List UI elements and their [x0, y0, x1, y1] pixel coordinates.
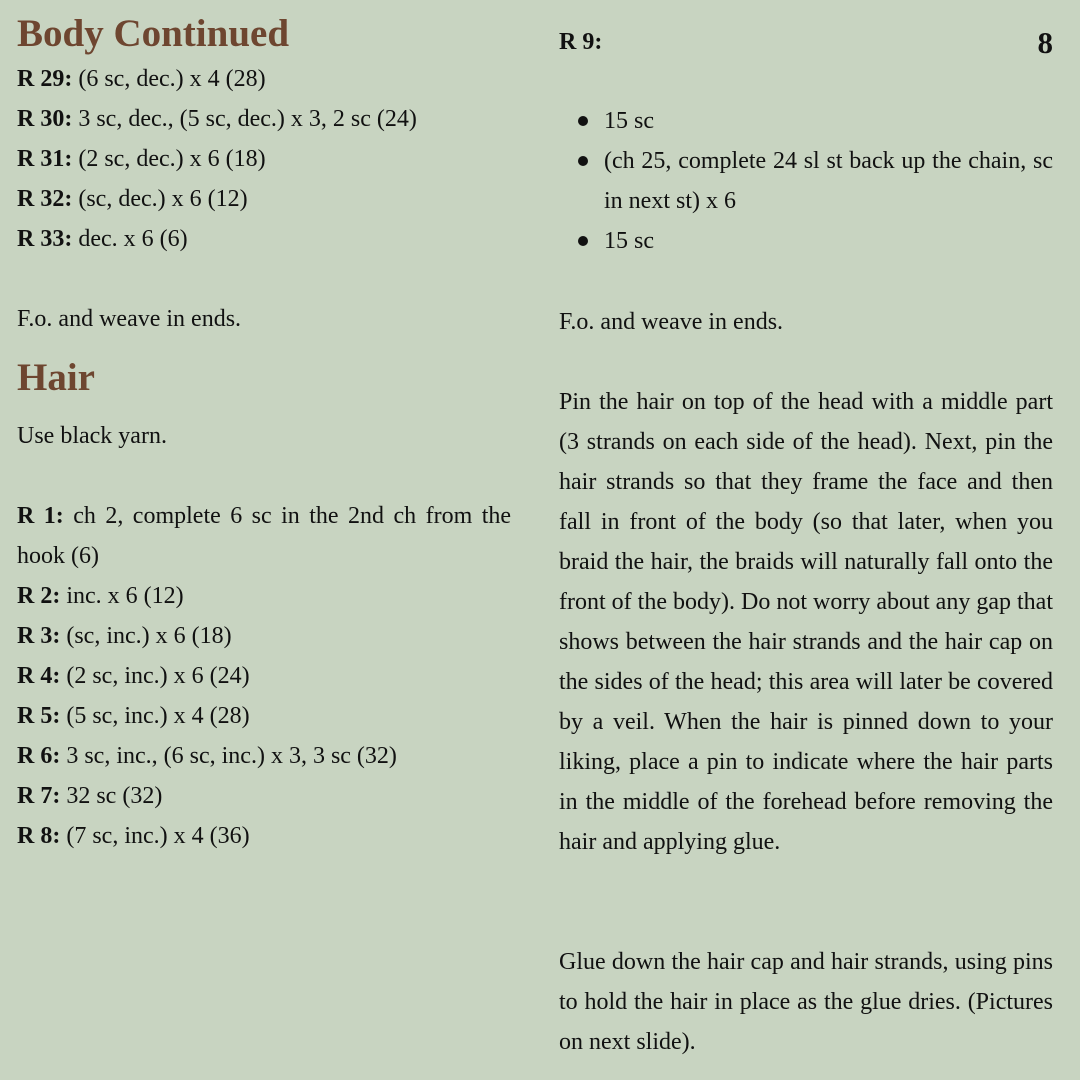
row-label: R 1:	[17, 503, 64, 529]
hair-instructions-2: Glue down the hair cap and hair strands, using pins to hold the hair in place as the glue dries. (Pictures on next slide).	[559, 949, 1053, 1055]
row-text: 3 sc, inc., (6 sc, inc.) x 3, 3 sc (32)	[66, 743, 397, 769]
row-r32	[17, 184, 248, 214]
row-r7	[17, 781, 162, 811]
row-r30	[17, 104, 417, 134]
row-label: R 29:	[17, 66, 73, 92]
row-text: (sc, dec.) x 6 (12)	[78, 186, 248, 212]
row-text: (sc, inc.) x 6 (18)	[66, 623, 232, 649]
row-text: (7 sc, inc.) x 4 (36)	[66, 823, 250, 849]
row-r1	[17, 496, 511, 576]
body-continued-title: Body Continued	[17, 12, 290, 55]
bullet-icon	[578, 156, 588, 166]
row-label: R 3:	[17, 623, 61, 649]
row-label: R 6:	[17, 743, 61, 769]
row-text: (5 sc, inc.) x 4 (28)	[66, 703, 250, 729]
hair-title: Hair	[17, 356, 95, 399]
row-r29	[17, 64, 266, 94]
body-finish-note: F.o. and weave in ends.	[17, 306, 242, 332]
row-r6	[17, 741, 397, 771]
row-r8	[17, 821, 250, 851]
row-label: R 2:	[17, 583, 61, 609]
row9-bullet-1: 15 sc	[604, 108, 654, 134]
yarn-note: Use black yarn.	[17, 423, 167, 449]
row-label: R 32:	[17, 186, 73, 212]
row-label: R 8:	[17, 823, 61, 849]
page-number: 8	[1037, 25, 1053, 60]
row9-bullet-3: 15 sc	[604, 228, 654, 254]
bullet-icon	[578, 236, 588, 246]
row-label: R 31:	[17, 146, 73, 172]
row-text: (2 sc, inc.) x 6 (24)	[66, 663, 250, 689]
row-label: R 30:	[17, 106, 73, 132]
row-r4	[17, 661, 250, 691]
row-text: (6 sc, dec.) x 4 (28)	[78, 66, 266, 92]
row-r3	[17, 621, 232, 651]
row9-bullet-2: (ch 25, complete 24 sl st back up the chain, sc in next st) x 6	[604, 148, 1053, 214]
row-text: inc. x 6 (12)	[66, 583, 184, 609]
row-text: 32 sc (32)	[66, 783, 163, 809]
row-text: 3 sc, dec., (5 sc, dec.) x 3, 2 sc (24)	[78, 106, 417, 132]
row-r33	[17, 224, 188, 254]
hair-instructions-1: Pin the hair on top of the head with a middle part (3 strands on each side of the head). Next, pin the hair strands so that they frame the face and then fall in front of the body (so that later, when you braid the hair, the braids will naturally fall onto the front of the body). Do not worry about any gap that shows between the hair strands and the hair cap on the sides of the head; this area will later be covered by a veil. When the hair is pinned down to your liking, place a pin to indicate where the hair parts in the middle of the forehead before removing the hair and applying glue.	[559, 389, 1053, 855]
row-text: ch 2, complete 6 sc in the 2nd ch from the hook (6)	[17, 503, 512, 569]
row-label: R 9:	[559, 29, 603, 55]
row-label: R 4:	[17, 663, 61, 689]
bullet-icon	[578, 116, 588, 126]
row-text: (2 sc, dec.) x 6 (18)	[78, 146, 266, 172]
row-label: R 33:	[17, 226, 73, 252]
row-r5	[17, 701, 250, 731]
row-label: R 7:	[17, 783, 61, 809]
hair-finish-note: F.o. and weave in ends.	[559, 309, 784, 335]
row-r2	[17, 581, 184, 611]
row-text: dec. x 6 (6)	[78, 226, 188, 252]
row-r9	[559, 27, 602, 57]
row-r31	[17, 144, 266, 174]
row-label: R 5:	[17, 703, 61, 729]
